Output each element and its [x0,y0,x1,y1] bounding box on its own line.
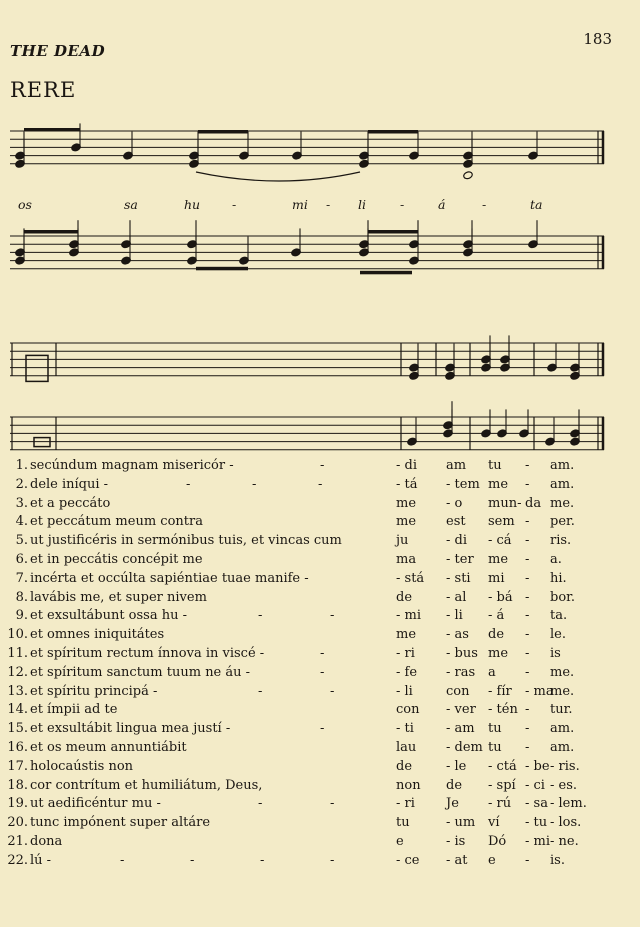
verse-number: 6. [15,551,28,567]
verse-text: ut justificéris in sermónibus tuis, et vincas cum [30,533,342,549]
verse-syllable: tu [488,458,502,473]
verse-syllable: am. [550,458,575,473]
verse-syllable: - [525,721,530,737]
verse-number: 18. [7,777,28,793]
verse-text: et spíritum sanctum tuum ne áu - [30,664,251,680]
verse-syllable: - sti [446,570,471,586]
verse-syllable: non [396,777,421,793]
staff-4 [10,401,604,450]
verse-syllable: - [525,608,530,624]
music-notation [0,0,640,460]
verse-line [0,721,640,740]
verse-syllable: - [525,458,530,473]
verse-text: lavábis me, et super nivem [30,589,207,605]
verse-line [0,608,640,627]
verse-number: 10. [7,627,28,643]
staff-1 [10,123,604,181]
verse-number: 7. [15,570,28,586]
running-head: THE DEAD [10,42,106,60]
verse-dash: - [330,683,335,699]
verse-dash: - [320,664,325,680]
verse-syllable: de [396,589,413,605]
verse-syllable: - ce [396,852,420,868]
verse-syllable: - rú [488,796,512,812]
verse-syllable: - li [396,683,413,699]
lyric-syllable: - [400,197,405,212]
verse-syllable: me [396,495,417,511]
verse-number: 13. [7,683,28,699]
verse-syllable: de [488,627,505,643]
verse-syllable: me. [550,683,575,699]
verse-line [0,514,640,533]
verse-dash: - [330,852,335,868]
verse-syllable: - [525,739,530,755]
lyric-syllable: á [438,197,446,212]
verse-number: 19. [7,796,28,812]
verse-syllable: le. [550,627,566,643]
verse-syllable: - [525,514,530,530]
verse-syllable: mi [488,570,505,586]
verse-syllable: - tu [525,815,548,831]
verse-syllable: - ris. [550,758,580,774]
verse-syllable: - dem [446,739,483,755]
verse-number: 11. [7,645,28,661]
verse-syllable: con [396,702,420,718]
verse-syllable: - ri [396,645,415,661]
verse-line [0,627,640,646]
verse-syllable: - [525,551,530,567]
verse-syllable: Je [446,796,459,812]
verse-number: 2. [15,476,28,492]
verse-number: 15. [7,721,28,737]
verse-text: ut aedificéntur mu - [30,796,161,812]
verse-syllable: - ma [525,683,554,699]
verse-syllable: - [525,702,530,718]
verse-syllable: tu [488,721,502,737]
section-title: RERE [10,78,77,102]
lyric-syllable: - [232,197,237,212]
verse-syllable: e [396,833,404,849]
verse-text: et spíritum rectum ínnova in viscé - [30,645,265,661]
verse-text: et exsultábunt ossa hu - [30,608,187,624]
verse-syllable: me. [550,664,575,680]
verse-syllable: am. [550,739,575,755]
verse-syllable: - um [446,815,476,831]
verse-syllable: - [525,589,530,605]
verse-text: holocaústis non [30,758,134,774]
verse-number: 3. [15,495,28,511]
lyric-syllable: os [18,197,32,212]
verse-syllable: - ctá [488,758,517,774]
note-beam [24,230,78,234]
verse-syllable: me. [550,495,575,511]
verse-syllable: - [525,627,530,643]
verse-syllable: am. [550,476,575,492]
verse-syllable: - spí [488,777,516,793]
staff-2 [10,220,604,274]
note-beam [24,128,80,132]
lyric-syllable: - [482,197,487,212]
verse-dash: - [330,608,335,624]
verse-line [0,533,640,552]
verse-syllable: da [525,495,542,511]
verse-syllable: ta. [550,608,568,624]
lyric-syllable: - [326,197,331,212]
verse-line [0,853,640,872]
tie-slur [196,172,360,181]
verse-syllable: - le [446,758,467,774]
verse-syllable: am [446,458,467,473]
verse-syllable: ju [396,533,409,549]
verse-syllable: - [525,533,530,549]
verse-syllable: - al [446,589,467,605]
verse-text: lú - [30,852,52,868]
verse-syllable: ris. [550,533,572,549]
note-beam [368,230,418,234]
verse-text: et in peccátis concépit me [30,551,203,567]
verse-line [0,477,640,496]
verse-syllable: - as [446,627,469,643]
verse-text: tunc impónent super altáre [30,815,211,831]
verse-text: cor contrítum et humiliátum, Deus, [30,777,263,793]
verse-syllable: is. [550,852,565,868]
verse-syllable: - cá [488,533,512,549]
note-beam [368,130,418,134]
verse-syllable: per. [550,514,575,530]
verse-syllable: - tem [446,476,480,492]
verse-text: et exsultábit lingua mea justí - [30,721,231,737]
verse-number: 22. [7,852,28,868]
verse-syllable: - di [446,533,468,549]
verse-syllable: con [446,683,470,699]
verse-dash: - [186,476,191,492]
verse-line [0,740,640,759]
verse-syllable: - [525,476,530,492]
verse-syllable: - tén [488,702,518,718]
verse-syllable: me [488,476,509,492]
verse-line [0,702,640,721]
verse-syllable: - li [446,608,463,624]
verse-line [0,684,640,703]
note-beam [198,130,248,134]
verse-line [0,815,640,834]
verse-text: secúndum magnam misericór - [30,458,234,473]
verse-text: et a peccáto [30,495,111,511]
lyric-syllable: mi [292,197,308,212]
verse-syllable: me [396,514,417,530]
lyric-syllable: ta [530,197,543,212]
verse-syllable: - fír [488,683,512,699]
verse-syllable: me [488,551,509,567]
verse-dash: - [320,645,325,661]
verse-number: 4. [15,514,28,530]
verse-syllable: - mi [525,833,551,849]
note-head [463,171,473,180]
verse-syllable: me [396,627,417,643]
verse-line [0,778,640,797]
page-number: 183 [583,30,612,48]
verse-syllable: - at [446,852,468,868]
verse-syllable: - ter [446,551,474,567]
verse-syllable: est [446,514,466,530]
verse-syllable: lau [396,739,417,755]
verse-syllable: - [525,645,530,661]
verse-dash: - [190,852,195,868]
verse-number: 21. [7,833,28,849]
lyric-syllable: sa [124,197,138,212]
verse-text: dona [30,833,63,849]
verse-list [0,458,640,872]
verse-syllable: - ver [446,702,476,718]
note-beam [196,267,248,271]
verse-line [0,590,640,609]
verse-syllable: - [525,570,530,586]
verse-text: et ímpii ad te [30,702,118,718]
verse-line [0,496,640,515]
verse-dash: - [320,458,325,473]
verse-syllable: - ras [446,664,476,680]
verse-line [0,646,640,665]
verse-line [0,796,640,815]
verse-syllable: - am [446,721,475,737]
verse-dash: - [258,683,263,699]
verse-syllable: - mi [396,608,422,624]
note-beam [360,271,412,275]
verse-syllable: mun- [488,495,522,511]
verse-syllable: is [550,645,561,661]
verse-number: 5. [15,533,28,549]
verse-syllable: - es. [550,777,578,793]
verse-syllable: am. [550,721,575,737]
verse-dash: - [252,476,257,492]
verse-syllable: - ne. [550,833,579,849]
verse-syllable: - di [396,458,418,473]
verse-syllable: - los. [550,815,582,831]
verse-syllable: - [525,664,530,680]
verse-syllable: tur. [550,702,573,718]
verse-syllable: - ri [396,796,415,812]
verse-syllable: sem [488,514,515,530]
verse-text: incérta et occúlta sapiéntiae tuae manife - [30,570,309,586]
verse-line [0,571,640,590]
verse-syllable: - [525,852,530,868]
verse-syllable: - stá [396,570,425,586]
verse-number: 16. [7,739,28,755]
verse-syllable: a. [550,551,562,567]
verse-number: 12. [7,664,28,680]
verse-syllable: - o [446,495,463,511]
verse-line [0,665,640,684]
verse-dash: - [318,476,323,492]
verse-number: 17. [7,758,28,774]
verse-syllable: - bus [446,645,478,661]
verse-dash: - [258,796,263,812]
verse-syllable: - bá [488,589,513,605]
verse-syllable: tu [488,739,502,755]
verse-line [0,834,640,853]
verse-syllable: - sa [525,796,548,812]
verse-dash: - [260,852,265,868]
verse-syllable: de [446,777,463,793]
verse-syllable: hi. [550,570,567,586]
verse-syllable: tu [396,815,410,831]
verse-syllable: - ti [396,721,414,737]
verse-text: et spíritu principá - [30,683,158,699]
verse-number: 1. [15,458,28,473]
verse-text: et peccátum meum contra [30,514,203,530]
verse-syllable: me [488,645,509,661]
verse-dash: - [330,796,335,812]
verse-syllable: - tá [396,476,418,492]
verse-syllable: a [488,664,496,680]
verse-syllable: bor. [550,589,576,605]
verse-text: dele iníqui - [30,476,109,492]
verse-syllable: de [396,758,413,774]
verse-number: 9. [15,608,28,624]
verse-syllable: - lem. [550,796,587,812]
lyric-syllable: li [358,197,366,212]
verse-syllable: ví [488,815,500,831]
lyric-syllable: hu [184,197,201,212]
verse-syllable: e [488,852,496,868]
staff-3 [10,335,604,381]
verse-syllable: - be [525,758,550,774]
verse-syllable: Dó [488,833,507,849]
verse-syllable: ma [396,551,417,567]
verse-number: 14. [7,702,28,718]
verse-syllable: - is [446,833,466,849]
verse-line [0,759,640,778]
verse-syllable: - á [488,608,505,624]
verse-syllable: - fe [396,664,418,680]
verse-dash: - [320,721,325,737]
verse-number: 8. [15,589,28,605]
verse-dash: - [120,852,125,868]
verse-line [0,458,640,477]
verse-line [0,552,640,571]
verse-number: 20. [7,815,28,831]
verse-dash: - [258,608,263,624]
verse-text: et omnes iniquitátes [30,627,165,643]
verse-text: et os meum annuntiábit [30,739,187,755]
verse-syllable: - ci [525,777,545,793]
